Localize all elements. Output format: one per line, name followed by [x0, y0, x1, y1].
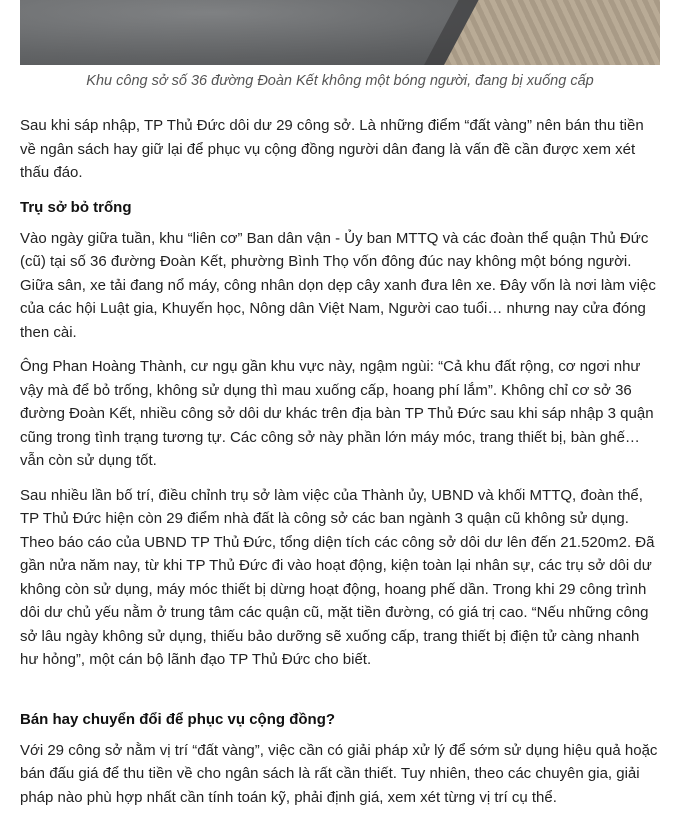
article-paragraph: Sau nhiều lần bố trí, điều chỉnh trụ sở làm việc của Thành ủy, UBND và khối MTTQ, đoàn thể, TP Thủ Đức hiện còn 29 điểm nhà đất là công sở các ban ngành 3 quận cũ không sử dụng. Theo báo cáo của UBND TP Thủ Đức, tổng diện tích các công sở dôi dư lên đến 21.520m2. Đã gần nửa năm nay, từ khi TP Thủ Đức đi vào hoạt động, kiện toàn lại nhân sự, các trụ sở dôi dư không còn sử dụng, máy móc thiết bị dừng hoạt động, hoang phế dần. Trong khi 29 công trình dôi dư chủ yếu nằm ở trung tâm các quận cũ, mặt tiền đường, có giá trị cao. “Nếu những công sở lâu ngày không sử dụng, thiếu bảo dưỡng sẽ xuống cấp, trang thiết bị điện tử càng nhanh hư hỏng”, một cán bộ lãnh đạo TP Thủ Đức cho biết.: [20, 486, 655, 668]
section-heading-empty-offices: Trụ sở bỏ trống: [20, 198, 132, 216]
section-heading-sell-or-convert: Bán hay chuyển đổi để phục vụ cộng đồng?: [20, 710, 336, 728]
article-paragraph: Ông Phan Hoàng Thành, cư ngụ gần khu vực này, ngậm ngùi: “Cả khu đất rộng, cơ ngơi như vậy mà để bỏ trống, không sử dụng thì mau xuống cấp, hoang phí lắm”. Không chỉ cơ sở 36 đường Đoàn Kết, nhiều công sở dôi dư khác trên địa bàn TP Thủ Đức sau khi sáp nhập 3 quận cũng trong tình trạng tương tự. Các công sở này phần lớn máy móc, trang thiết bị, bàn ghế… vẫn còn sử dụng tốt.: [20, 358, 654, 469]
article-body: [20, 114, 660, 820]
article-intro: Sau khi sáp nhập, TP Thủ Đức dôi dư 29 công sở. Là những điểm “đất vàng” nên bán thu tiền về ngân sách hay giữ lại để phục vụ cộng đồng người dân đang là vấn đề cần được xem xét thấu đáo.: [20, 117, 644, 181]
photo-caption: Khu công sở số 36 đường Đoàn Kết không một bóng người, đang bị xuống cấp: [86, 73, 594, 89]
article-paragraph: Với 29 công sở nằm vị trí “đất vàng”, việc cần có giải pháp xử lý để sớm sử dụng hiệu quả hoặc bán đấu giá để thu tiền về cho ngân sách là rất cần thiết. Tuy nhiên, theo các chuyên gia, giải pháp nào phù hợp nhất cần tính toán kỹ, phải định giá, xem xét từng vị trí cụ thể.: [20, 741, 658, 806]
article-paragraph: Vào ngày giữa tuần, khu “liên cơ” Ban dân vận - Ủy ban MTTQ và các đoàn thể quận Thủ Đức (cũ) tại số 36 đường Đoàn Kết, phường Bình Thọ vốn đông đúc nay không một bóng người. Giữa sân, xe tải đang nổ máy, công nhân dọn dẹp cây xanh đưa lên xe. Đây vốn là nơi làm việc của các hội Luật gia, Khuyến học, Nông dân Việt Nam, Người cao tuổi… nhưng nay cửa đóng then cài.: [20, 229, 656, 341]
article-photo: [20, 0, 660, 65]
